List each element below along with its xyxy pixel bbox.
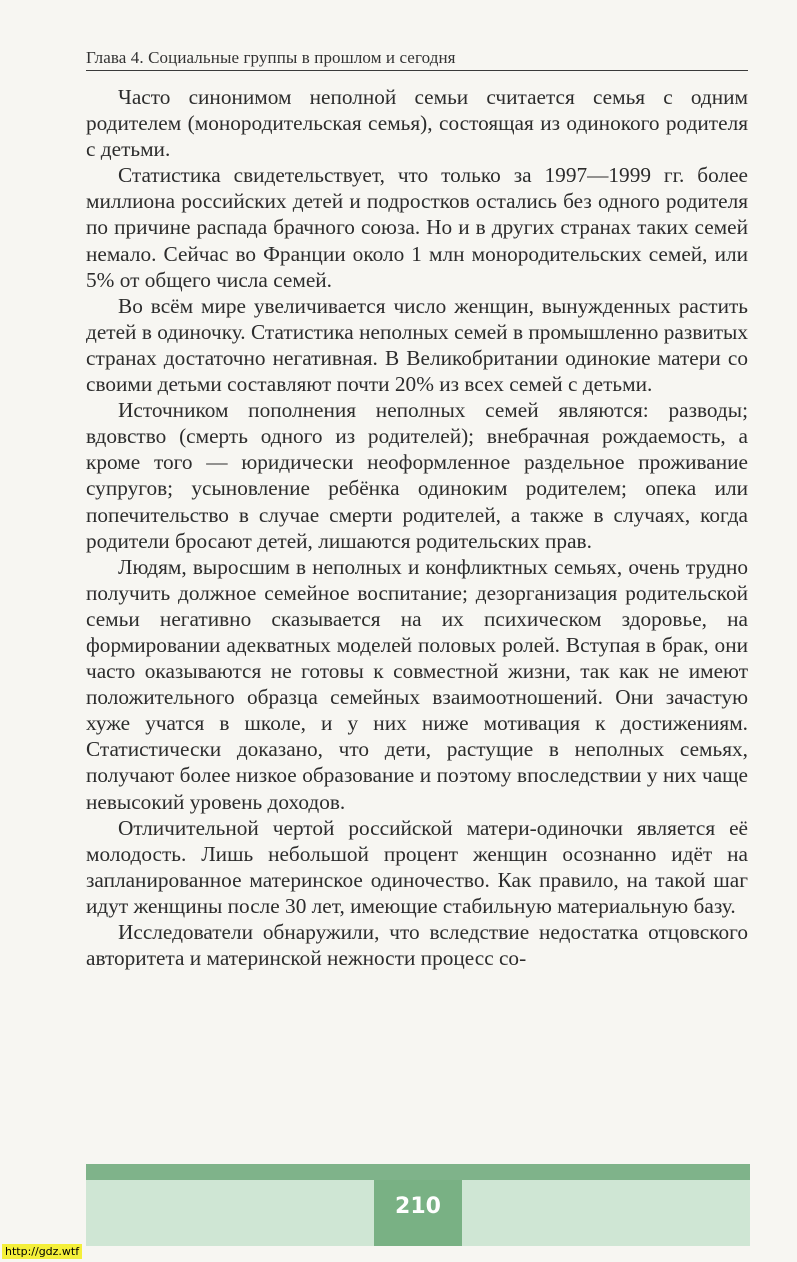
running-header	[86, 44, 748, 71]
paragraph-1: Часто синонимом неполной семьи считается семья с одним родителем (монородительская семья), состоящая из одинокого родителя с детьми.	[86, 85, 748, 162]
page-number: 210	[395, 1194, 441, 1219]
paragraph-5: Людям, выросшим в неполных и конфликтных семьях, очень трудно получить должное семейное воспитание; дезорганизация родительской семьи негативно сказывается на их психическом здоровье, на формировании адекватных моделей половых ролей. Вступая в брак, они часто оказываются не готовы к совместной жизни, так как не имеют положительного образца семейных взаимоотношений. Они зачастую хуже учатся в школе, и у них ниже мотивация к достижениям. Статистически доказано, что дети, растущие в неполных семьях, получают более низкое образование и поэтому впоследствии у них чаще невысокий уровень доходов.	[86, 554, 748, 814]
footer-stripe	[86, 1164, 750, 1180]
paragraph-6: Отличительной чертой российской матери-одиночки является её молодость. Лишь небольшой процент женщин осознанно идёт на запланированное материнское одиночество. Как правило, на такой шаг идут женщины после 30 лет, имеющие стабильную материальную базу.	[86, 815, 748, 918]
watermark-link[interactable]: http://gdz.wtf	[2, 1244, 82, 1259]
chapter-title: Глава 4. Социальные группы в прошлом и сегодня	[86, 48, 456, 67]
page-footer	[86, 1164, 750, 1246]
paragraph-7: Исследователи обнаружили, что вследствие недостатка отцовского авторитета и материнской нежности процесс со-	[86, 920, 748, 971]
paragraph-2: Статистика свидетельствует, что только за 1997—1999 гг. более миллиона российских детей и подростков остались без одного родителя по причине распада брачного союза. Но и в других странах таких семей немало. Сейчас во Франции около 1 млн монородительских семей, или 5% от общего числа семей.	[86, 163, 748, 292]
paragraph-3: Во всём мире увеличивается число женщин, вынужденных растить детей в одиночку. Статистика неполных семей в промышленно развитых странах достаточно негативная. В Великобритании одинокие матери со своими детьми составляют почти 20% из всех семей с детьми.	[86, 293, 748, 397]
paragraph-4: Источником пополнения неполных семей являются: разводы; вдовство (смерть одного из родителей); внебрачная рождаемость, а кроме того — юридически неоформленное раздельное проживание супругов; усыновление ребёнка одиноким родителем; опека или попечительство в случае смерти родителей, а также в случаях, когда родители бросают детей, лишаются родительских прав.	[86, 398, 748, 553]
page-number-box	[374, 1180, 462, 1246]
page-body	[86, 84, 748, 971]
